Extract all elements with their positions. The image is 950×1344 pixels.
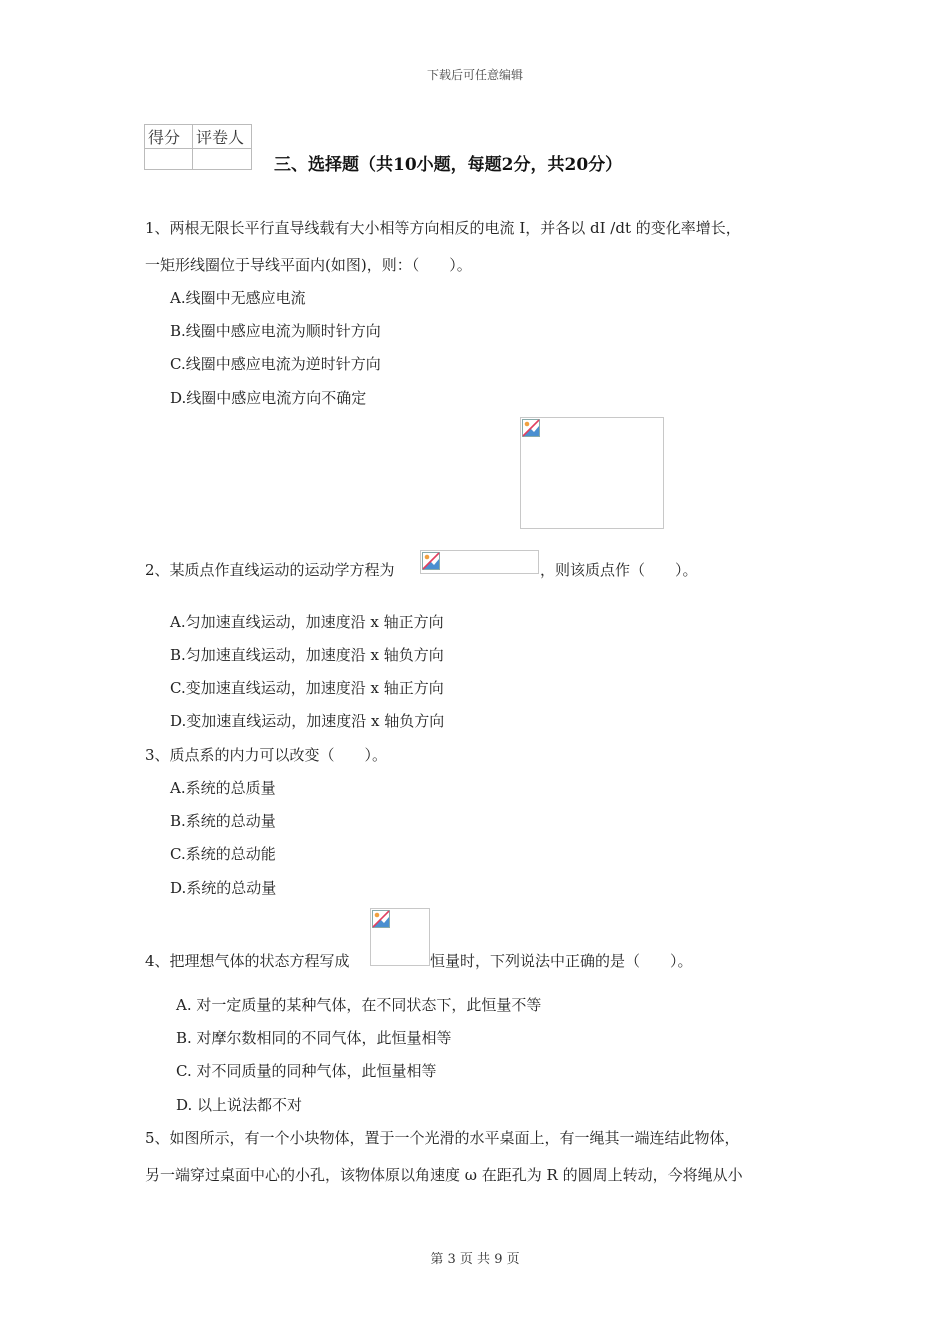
- score-table: [144, 124, 252, 170]
- question-2-option-d: D.变加速直线运动，加速度沿 x 轴负方向: [170, 712, 445, 730]
- question-1-option-c: C.线圈中感应电流为逆时针方向: [170, 355, 381, 373]
- question-1-option-b: B.线圈中感应电流为顺时针方向: [170, 322, 381, 340]
- broken-image-icon: [422, 552, 440, 570]
- page-footer: 第 3 页 共 9 页: [430, 1252, 520, 1267]
- question-4-option-a: A. 对一定质量的某种气体，在不同状态下，此恒量不等: [176, 996, 542, 1014]
- question-1-option-a: A.线圈中无感应电流: [170, 289, 306, 307]
- question-2-stem-start: 2、某质点作直线运动的运动学方程为: [145, 561, 395, 579]
- question-3-option-b: B.系统的总动量: [170, 812, 276, 830]
- question-4-equation-image: [370, 908, 430, 966]
- question-1-line-1: 1、两根无限长平行直导线载有大小相等方向相反的电流 I，并各以 dI /dt 的变化率增长，: [145, 219, 741, 237]
- question-4-stem-start: 4、把理想气体的状态方程写成: [145, 952, 350, 970]
- question-4-stem-end: 恒量时，下列说法中正确的是（ ）。: [430, 952, 693, 970]
- question-5-line-2: 另一端穿过桌面中心的小孔，该物体原以角速度 ω 在距孔为 R 的圆周上转动，今将绳从小: [145, 1166, 743, 1184]
- question-5-line-1: 5、如图所示，有一个小块物体，置于一个光滑的水平桌面上，有一绳其一端连结此物体，: [145, 1129, 740, 1147]
- question-2-option-b: B.匀加速直线运动，加速度沿 x 轴负方向: [170, 646, 444, 664]
- question-3-option-c: C.系统的总动能: [170, 845, 276, 863]
- question-4-option-c: C. 对不同质量的同种气体，此恒量相等: [176, 1062, 437, 1080]
- question-2-stem-end: ，则该质点作（ ）。: [540, 561, 698, 579]
- question-1-option-d: D.线圈中感应电流方向不确定: [170, 389, 367, 407]
- question-3-option-d: D.系统的总动量: [170, 879, 277, 897]
- question-1-line-2: 一矩形线圈位于导线平面内(如图)，则：（ ）。: [145, 256, 472, 274]
- score-label: 得分: [145, 125, 193, 149]
- question-1-figure-image: [520, 417, 664, 529]
- broken-image-icon: [372, 910, 390, 928]
- question-2-equation-image: [420, 550, 539, 574]
- question-4-option-d: D. 以上说法都不对: [176, 1096, 303, 1114]
- question-2-option-a: A.匀加速直线运动，加速度沿 x 轴正方向: [170, 613, 444, 631]
- grader-label: 评卷人: [193, 125, 252, 149]
- question-3-stem: 3、质点系的内力可以改变（ ）。: [145, 746, 388, 764]
- question-2-option-c: C.变加速直线运动，加速度沿 x 轴正方向: [170, 679, 444, 697]
- score-cell: [145, 149, 193, 170]
- grader-cell: [193, 149, 252, 170]
- question-4-option-b: B. 对摩尔数相同的不同气体，此恒量相等: [176, 1029, 452, 1047]
- section-title: 三、选择题（共10小题，每题2分，共20分）: [274, 155, 623, 175]
- page-header: 下载后可任意编辑: [426, 68, 523, 82]
- broken-image-icon: [522, 419, 540, 437]
- question-3-option-a: A.系统的总质量: [170, 779, 276, 797]
